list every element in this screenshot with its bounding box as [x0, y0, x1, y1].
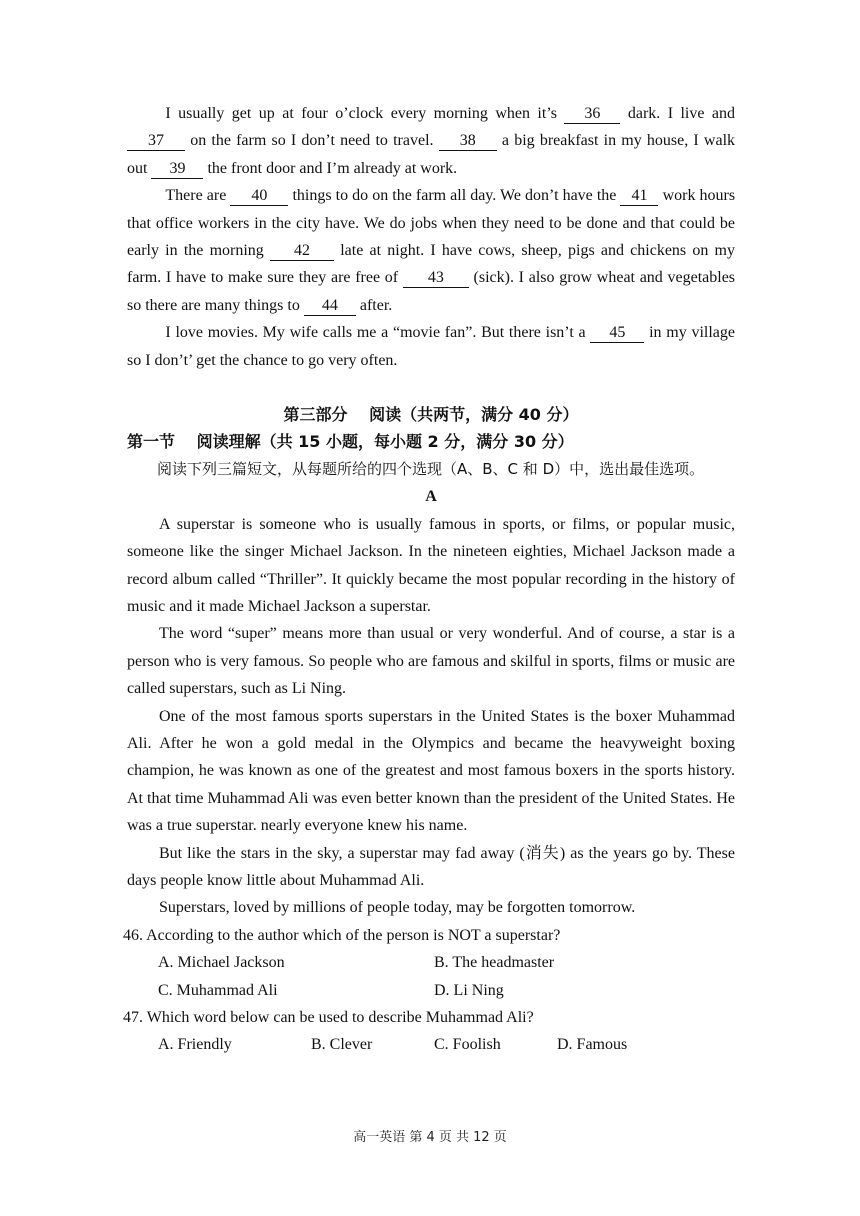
question-46-options-row2 — [127, 977, 735, 1004]
blank-36: 36 — [564, 105, 620, 124]
text: the front door and I’m already at work. — [207, 159, 458, 177]
option: B. Clever — [311, 1036, 373, 1054]
passage-a-paragraph-2: The word “super” means more than usual or very wonderful. And of course, a star is a person who is very famous. So people who are famous and skilful in sports, films or music are called superstars, such as Li Ning. — [127, 625, 735, 698]
text: There are — [165, 187, 227, 205]
blank-40: 40 — [230, 187, 288, 206]
text: late at night. I have cows, sheep, pigs and chickens on my farm. I have to make sure they are free of — [127, 242, 735, 287]
text: a big breakfast in my house, I walk out — [127, 132, 736, 177]
cloze-paragraph-1 — [127, 100, 735, 182]
passage-a-paragraph-5: Superstars, loved by millions of people today, may be forgotten tomorrow. — [159, 899, 636, 917]
question-47-options — [127, 1031, 735, 1058]
blank-37: 37 — [127, 132, 185, 151]
page-footer: 高一英语 第 4 页 共 12 页 — [353, 1130, 507, 1145]
cloze-paragraph-3 — [127, 319, 735, 374]
text: after. — [359, 296, 393, 314]
text: in my village so I don’t’ get the chance to go very often. — [127, 324, 735, 369]
instruction: 阅读下列三篇短文，从每题所给的四个选现（A、B、C 和 D）中，选出最佳选项。 — [157, 459, 705, 478]
blank-41: 41 — [620, 187, 658, 206]
blank-45: 45 — [590, 324, 644, 343]
option: C. Foolish — [434, 1036, 501, 1054]
option: A. Friendly — [158, 1036, 232, 1054]
option: D. Famous — [557, 1036, 628, 1054]
text: work hours that office workers in the city have. We do jobs when they need to be done and that could be early in the morning — [127, 187, 736, 260]
question-46-stem: 46. According to the author which of the person is NOT a superstar? — [123, 926, 561, 944]
text: things to do on the farm all day. We don’t have the — [292, 187, 617, 205]
option: C. Muhammad Ali — [158, 981, 278, 999]
text: I usually get up at four o’clock every morning when it’s — [165, 105, 557, 122]
passage-a-label: A — [425, 488, 437, 506]
text: on the farm so I don’t need to travel. — [190, 132, 434, 150]
option: D. Li Ning — [434, 981, 504, 999]
passage-a-paragraph-3: One of the most famous sports superstars in the United States is the boxer Muhammad Ali. After he won a gold medal in the Olympics and became the heavyweight boxing champion, he was known as one of the greatest and most famous boxers in the sports history. At that time Muhammad Ali was even better known than the president of the United States. He was a true superstar. nearly everyone knew his name. — [127, 707, 735, 835]
blank-43: 43 — [403, 269, 469, 288]
passage-a-paragraph-4: But like the stars in the sky, a superstar may fad away (消失) as the years go by. These days people know little about Muhammad Ali. — [127, 844, 735, 889]
part3-title: 第三部分 阅读（共两节，满分 40 分） — [283, 405, 579, 425]
page-content — [123, 100, 736, 1059]
question-47-stem: 47. Which word below can be used to describe Muhammad Ali? — [123, 1009, 534, 1026]
text: I love movies. My wife calls me a “movie fan”. But there isn’t a — [165, 324, 586, 342]
passage-a-paragraph-1: A superstar is someone who is usually famous in sports, or films, or popular music, someone like the singer Michael Jackson. In the nineteen eighties, Michael Jackson made a record album called “Thriller”. It quickly became the most popular recording in the history of music and it made Michael Jackson a superstar. — [127, 515, 735, 615]
blank-44: 44 — [304, 297, 356, 316]
option: A. Michael Jackson — [158, 954, 285, 972]
section1-title: 第一节 阅读理解（共 15 小题，每小题 2 分，满分 30 分） — [127, 432, 574, 452]
blank-39: 39 — [151, 160, 203, 179]
blank-42: 42 — [270, 242, 334, 261]
text: dark. I live and — [627, 105, 735, 122]
option: B. The headmaster — [434, 954, 555, 972]
blank-38: 38 — [439, 132, 497, 151]
question-46-options — [127, 949, 735, 976]
cloze-paragraph-2 — [127, 182, 735, 319]
text: (sick). I also grow wheat and vegetables so there are many things to — [127, 269, 736, 314]
